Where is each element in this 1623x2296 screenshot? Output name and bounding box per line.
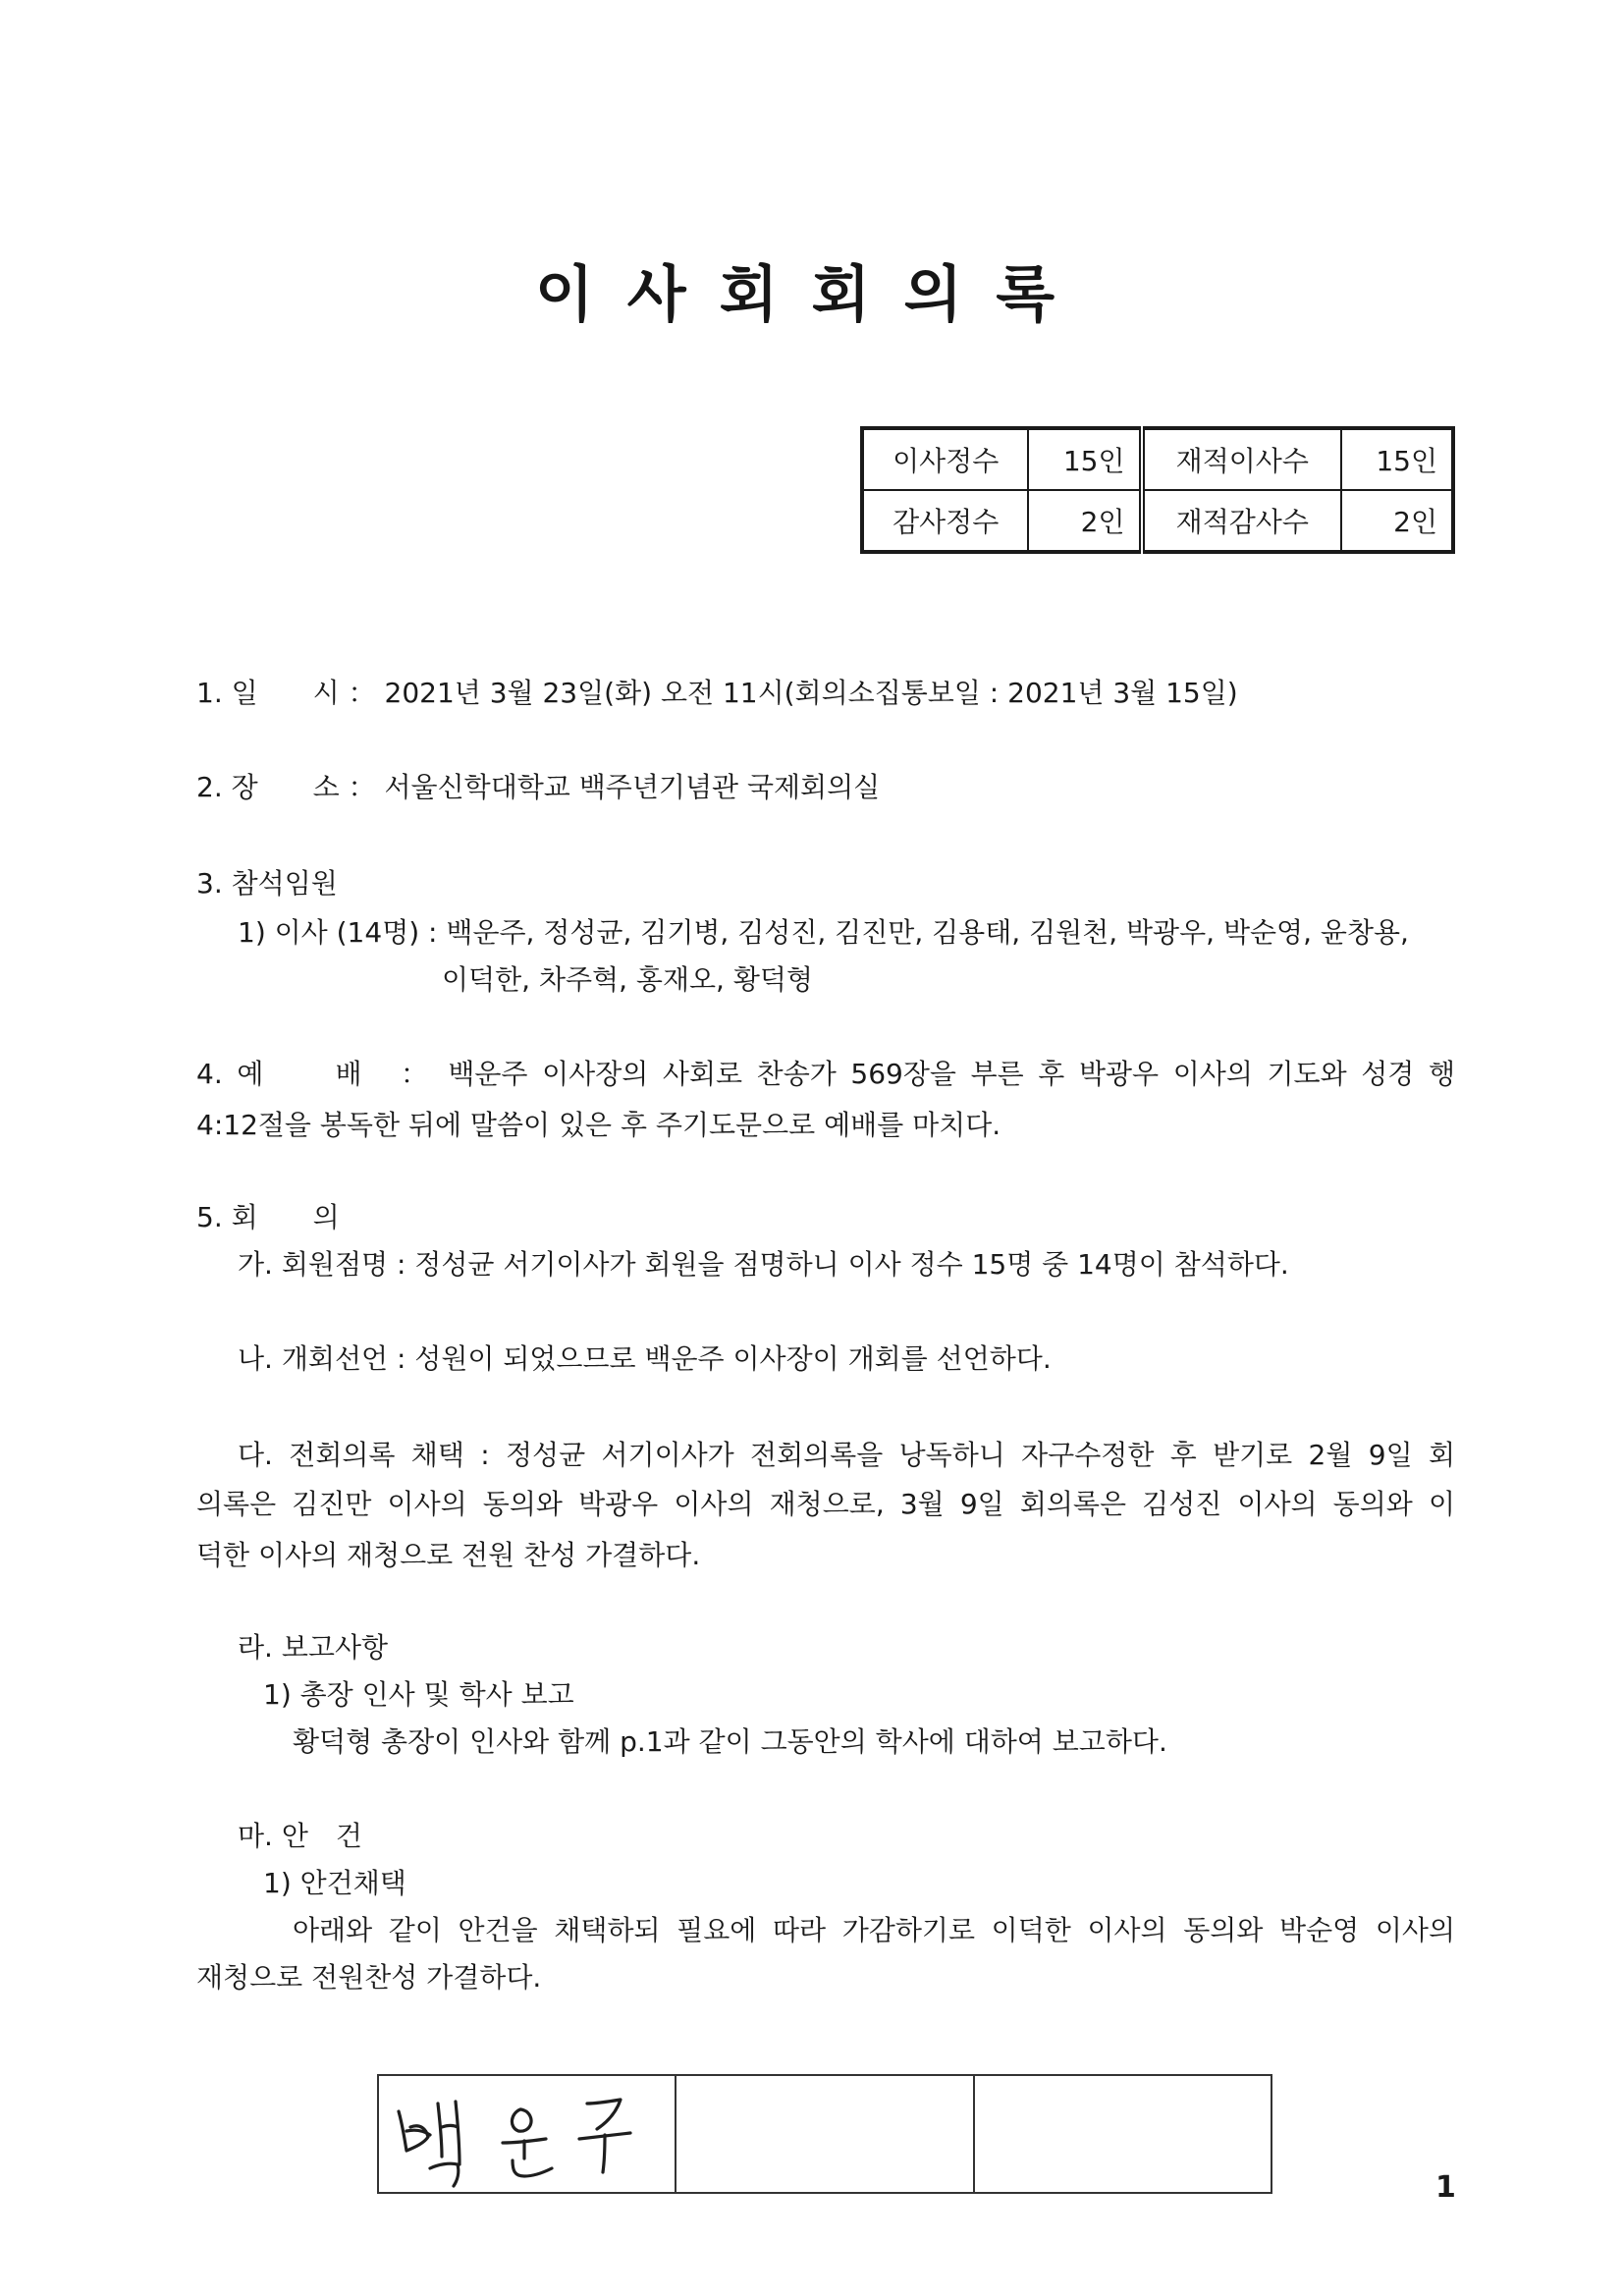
paragraph-line: 의록은 김진만 이사의 동의와 박광우 이사의 재청으로, 3월 9일 회의록은 김성진 이사의 동의와 이: [196, 1488, 1455, 1520]
document-title: 이사회회의록: [534, 258, 1089, 330]
paragraph-line: 덕한 이사의 재청으로 전원 찬성 가결하다.: [196, 1539, 701, 1571]
table-row: [862, 428, 1453, 490]
attendees-line-1: 1) 이사 (14명) : 백운주, 정성균, 김기병, 김성진, 김진만, 김용태, 김원천, 박광우, 박순영, 윤창용,: [238, 916, 1409, 949]
paragraph-line: 다. 전회의록 채택 : 정성균 서기이사가 전회의록을 낭독하니 자구수정한 후 받기로 2월 9일 회: [238, 1439, 1455, 1471]
reports-heading: 라. 보고사항: [238, 1631, 389, 1664]
table-cell: 15인: [1028, 428, 1141, 490]
roll-call-line: 가. 회원점명 : 정성균 서기이사가 회원을 점명하니 이사 정수 15명 중 14명이 참석하다.: [238, 1248, 1289, 1281]
signature-cell: [676, 2075, 973, 2193]
table-cell: 이사정수: [862, 428, 1028, 490]
table-row: [862, 490, 1453, 552]
report-item-heading: 1) 총장 인사 및 학사 보고: [263, 1678, 574, 1711]
date-line: 1. 일 시 ： 2021년 3월 23일(화) 오전 11시(회의소집통보일 : 2021년 3월 15일): [196, 677, 1238, 709]
page-number: 1: [1435, 2170, 1456, 2205]
table-cell: 감사정수: [862, 490, 1028, 552]
paragraph-line: 4:12절을 봉독한 뒤에 말씀이 있은 후 주기도문으로 예배를 마치다.: [196, 1109, 1001, 1141]
board-count-table: [860, 426, 1455, 554]
table-cell: 2인: [1341, 490, 1453, 552]
agenda-body-first-line: [293, 1909, 1455, 1948]
agenda-item-heading: 1) 안건채택: [263, 1867, 406, 1899]
attendees-line-2: 이덕한, 차주혁, 홍재오, 황덕형: [442, 963, 813, 996]
handwritten-signature-icon: [377, 2074, 676, 2194]
table-cell: 재적이사수: [1142, 428, 1341, 490]
agenda-heading: 마. 안 건: [238, 1820, 362, 1852]
paragraph-line: 아래와 같이 안건을 채택하되 필요에 따라 가감하기로 이덕한 이사의 동의와 박순영 이사의: [293, 1914, 1455, 1946]
opening-line: 나. 개회선언 : 성원이 되었으므로 백운주 이사장이 개회를 선언하다.: [238, 1342, 1052, 1375]
table-cell: 재적감사수: [1142, 490, 1341, 552]
place-line: 2. 장 소 ： 서울신학대학교 백주년기념관 국제회의실: [196, 771, 881, 803]
previous-minutes-first-line: [238, 1434, 1455, 1473]
paragraph-line: 4. 예 배 ： 백운주 이사장의 사회로 찬송가 569장을 부른 후 박광우 이사의 기도와 성경 행: [196, 1058, 1455, 1090]
table-cell: 2인: [1028, 490, 1141, 552]
agenda-body-last-line: 재청으로 전원찬성 가결하다.: [196, 1961, 542, 1994]
meeting-heading: 5. 회 의: [196, 1201, 340, 1233]
worship-paragraph: [196, 1053, 1455, 1143]
attendees-heading: 3. 참석임원: [196, 867, 338, 900]
previous-minutes-paragraph: [196, 1483, 1455, 1573]
report-item-body: 황덕형 총장이 인사와 함께 p.1과 같이 그동안의 학사에 대하여 보고하다.: [293, 1725, 1167, 1758]
signature-cell: [974, 2075, 1271, 2193]
table-cell: 15인: [1341, 428, 1453, 490]
